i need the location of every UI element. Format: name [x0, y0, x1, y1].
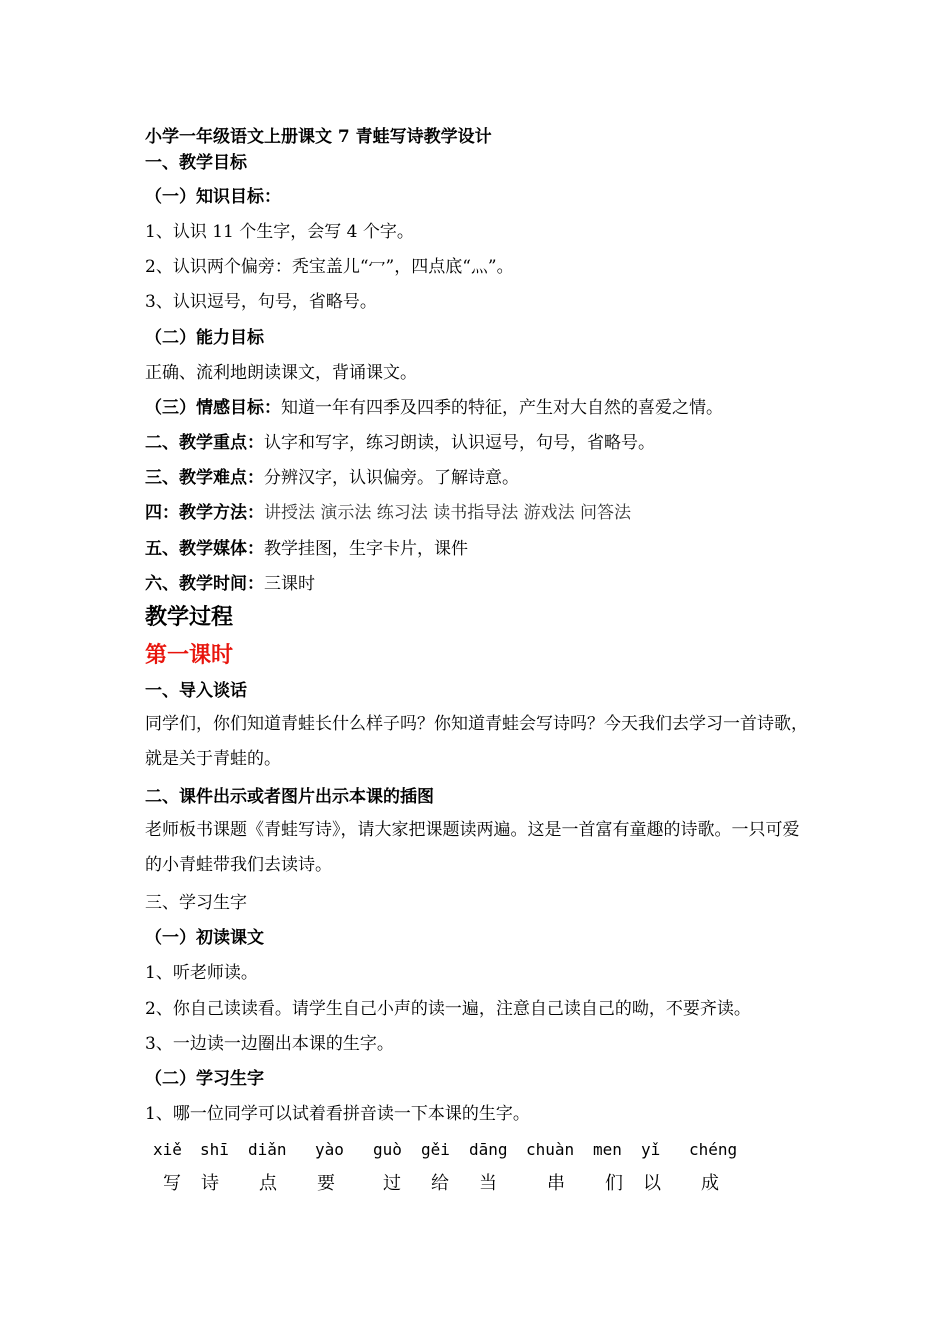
hanzi-char: 过: [383, 1173, 401, 1194]
courseware-text: 老师板书课题《青蛙写诗》，请大家把课题读两遍。这是一首富有童趣的诗歌。一只可爱的小青蛙带我们去读诗。: [145, 820, 800, 875]
methods-label: 四：教学方法：: [145, 503, 264, 523]
learn-chars-intro: 1、哪一位同学可以试着看拼音读一下本课的生字。: [145, 1104, 530, 1124]
section-goals-heading: 一、教学目标: [145, 153, 247, 173]
hanzi-char: 当: [479, 1173, 497, 1194]
difficulties-line: [145, 467, 519, 489]
methods-line: [145, 502, 631, 524]
time-label: 六、教学时间：: [145, 574, 264, 594]
learn-chars-heading: （二）学习生字: [145, 1069, 264, 1089]
pinyin-syllable: gěi: [421, 1140, 450, 1159]
pinyin-syllable: guò: [373, 1140, 402, 1159]
intro-text: 同学们，你们知道青蛙长什么样子吗？你知道青蛙会写诗吗？今天我们去学习一首诗歌，就是关于青蛙的。: [145, 714, 808, 769]
difficulties-label: 三、教学难点：: [145, 468, 264, 488]
knowledge-item: 1、认识 11 个生字，会写 4 个字。: [145, 222, 414, 242]
document-title: 小学一年级语文上册课文 7 青蛙写诗教学设计: [145, 127, 492, 147]
hanzi-char: 诗: [201, 1173, 219, 1194]
hanzi-char: 点: [259, 1173, 277, 1194]
key-points-line: [145, 432, 655, 454]
time-text: 三课时: [264, 574, 315, 594]
knowledge-item: 2、认识两个偏旁：秃宝盖儿“冖”，四点底“灬”。: [145, 257, 514, 277]
read-item: 2、你自己读读看。请学生自己小声的读一遍，注意自己读自己的呦，不要齐读。: [145, 999, 751, 1019]
intro-heading: 一、导入谈话: [145, 681, 247, 701]
hanzi-char: 要: [317, 1173, 335, 1194]
knowledge-goals-heading: （一）知识目标：: [145, 187, 281, 207]
time-line: [145, 573, 315, 595]
media-text: 教学挂图，生字卡片，课件: [264, 539, 468, 559]
learn-heading: 三、学习生字: [145, 893, 247, 913]
hanzi-char: 给: [431, 1173, 449, 1194]
hanzi-char: 串: [547, 1173, 565, 1194]
pinyin-syllable: chuàn: [526, 1140, 575, 1159]
pinyin-syllable: chéng: [689, 1140, 738, 1159]
emotion-goals-text: 知道一年有四季及四季的特征，产生对大自然的喜爱之情。: [281, 398, 723, 418]
ability-goals-text: 正确、流利地朗读课文，背诵课文。: [145, 363, 417, 383]
courseware-heading: 二、课件出示或者图片出示本课的插图: [145, 787, 434, 807]
hanzi-char: 写: [163, 1173, 181, 1194]
pinyin-syllable: men: [593, 1140, 622, 1159]
emotion-goals-label: （三）情感目标：: [145, 398, 281, 418]
methods-text: 讲授法 演示法 练习法 读书指导法 游戏法 问答法: [264, 503, 632, 523]
read-item: 1、听老师读。: [145, 963, 258, 983]
emotion-goals-line: [145, 397, 723, 419]
key-points-label: 二、教学重点：: [145, 433, 264, 453]
difficulties-text: 分辨汉字，认识偏旁。了解诗意。: [264, 468, 519, 488]
media-line: [145, 538, 468, 560]
hanzi-char: 以: [643, 1173, 661, 1194]
lesson1-title: 第一课时: [145, 642, 234, 668]
first-read-heading: （一）初读课文: [145, 928, 264, 948]
pinyin-syllable: xiě: [153, 1140, 182, 1159]
ability-goals-heading: （二）能力目标: [145, 328, 264, 348]
pinyin-syllable: diǎn: [248, 1140, 287, 1159]
media-label: 五、教学媒体：: [145, 539, 264, 559]
process-title: 教学过程: [145, 604, 234, 630]
knowledge-item: 3、认识逗号，句号，省略号。: [145, 292, 377, 312]
pinyin-syllable: yǐ: [641, 1140, 661, 1159]
hanzi-char: 成: [701, 1173, 719, 1194]
hanzi-char: 们: [605, 1173, 623, 1194]
pinyin-syllable: dāng: [469, 1140, 508, 1159]
key-points-text: 认字和写字，练习朗读，认识逗号，句号，省略号。: [264, 433, 655, 453]
read-item: 3、一边读一边圈出本课的生字。: [145, 1034, 394, 1054]
pinyin-syllable: yào: [315, 1140, 344, 1159]
pinyin-syllable: shī: [200, 1140, 229, 1159]
